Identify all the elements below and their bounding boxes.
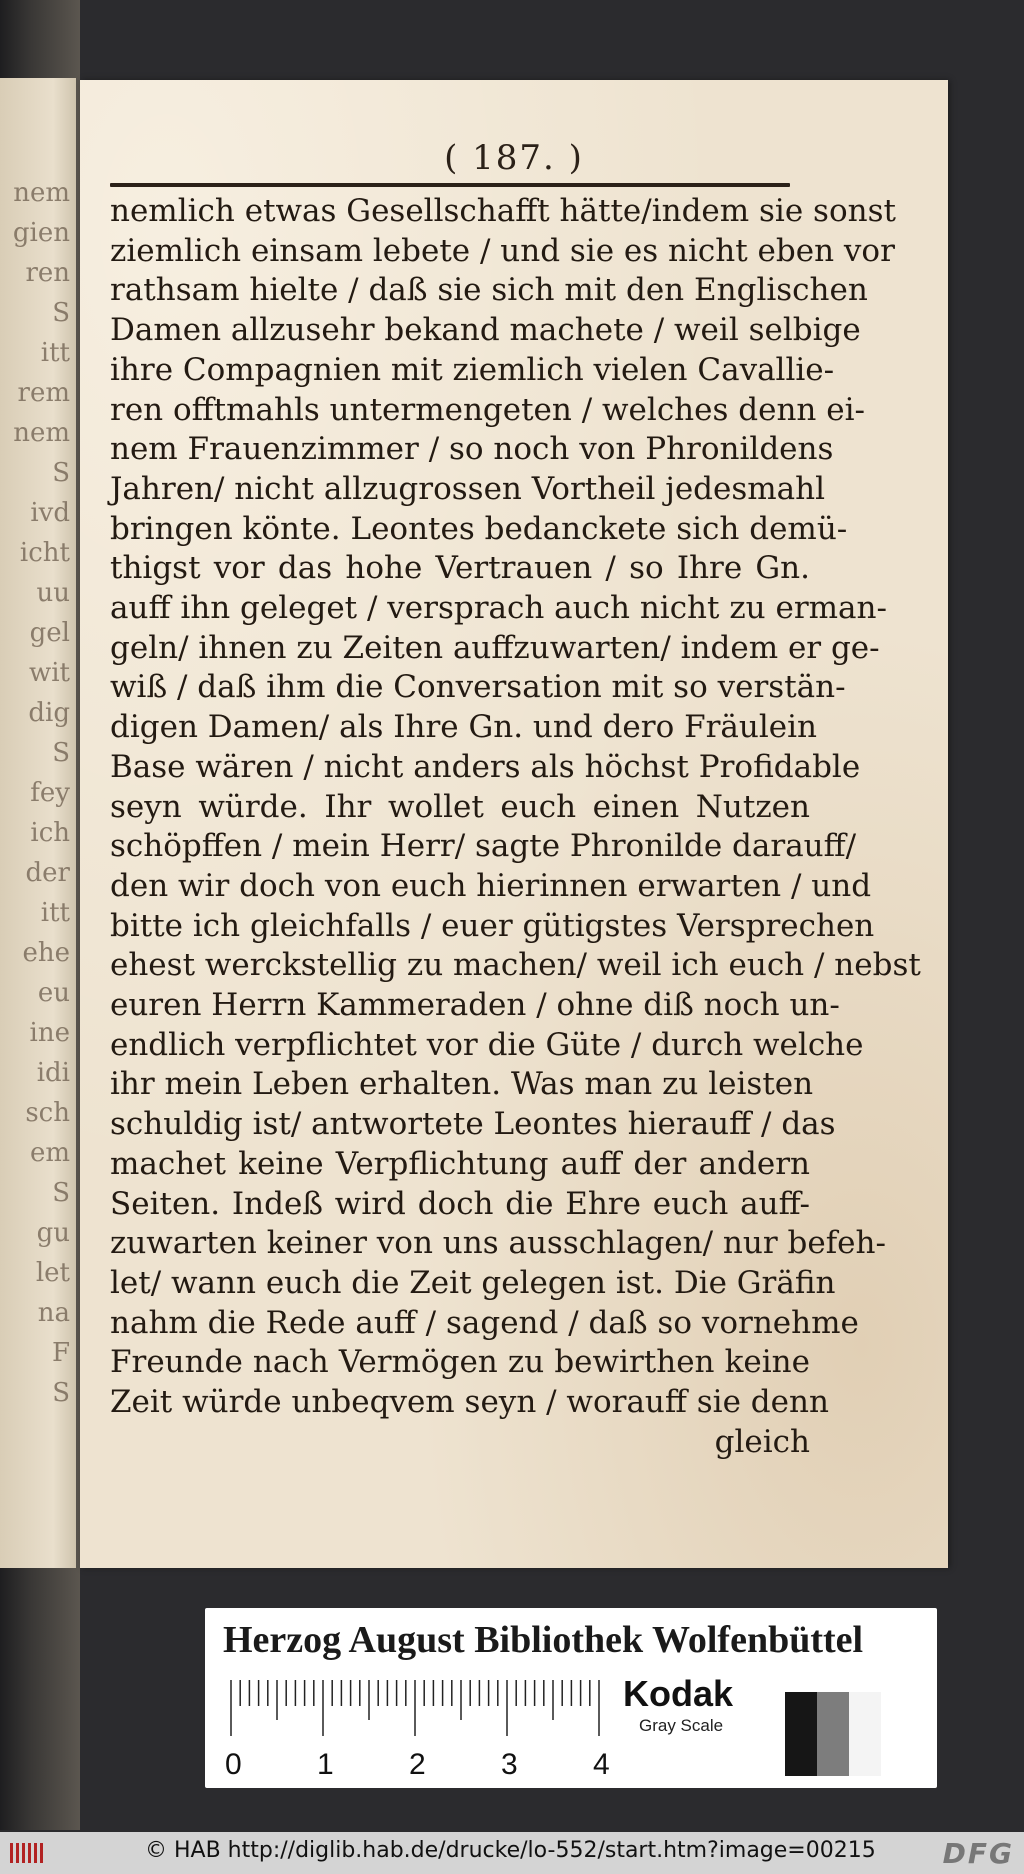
text-line: Jahren/ nicht allzugrossen Vortheil jedesmahl bbox=[110, 470, 826, 507]
text-line: geln/ ihnen zu Zeiten auffzuwarten/ indem er ge- bbox=[110, 629, 880, 666]
ghost-text: nem bbox=[13, 178, 70, 208]
gray-swatches bbox=[785, 1692, 881, 1776]
text-line: seyn würde. Ihr wollet euch einen Nutzen bbox=[110, 788, 810, 825]
ghost-text: F bbox=[51, 1338, 70, 1368]
text-line: ren offtmahls untermengeten / welches denn ei- bbox=[110, 391, 865, 428]
text-line: Zeit würde unbeqvem seyn / worauff sie denn bbox=[110, 1384, 829, 1421]
text-line: rathsam hielte / daß sie sich mit den Englischen bbox=[110, 272, 868, 309]
text-line: endlich verpflichtet vor die Güte / durch welche bbox=[110, 1026, 864, 1063]
text-line: bringen könte. Leontes bedanckete sich demü- bbox=[110, 510, 848, 547]
text-line: auff ihn geleget / versprach auch nicht zu erman- bbox=[110, 590, 887, 627]
kodak-logo: Kodak bbox=[623, 1673, 734, 1714]
text-line: nem Frauenzimmer / so noch von Phronildens bbox=[110, 431, 834, 468]
ghost-text: itt bbox=[40, 898, 70, 928]
swatch-gray bbox=[817, 1692, 849, 1776]
ghost-text: der bbox=[25, 858, 70, 888]
ruler-number: 0 bbox=[225, 1748, 242, 1781]
ghost-text: S bbox=[52, 458, 70, 488]
text-line: ihr mein Leben erhalten. Was man zu leisten bbox=[110, 1066, 814, 1103]
text-line: zuwarten keiner von uns ausschlagen/ nur befeh- bbox=[110, 1225, 886, 1262]
previous-page-edge bbox=[0, 78, 76, 1568]
ghost-text: wit bbox=[28, 658, 70, 688]
ruler-number: 3 bbox=[501, 1748, 518, 1781]
text-line: ihre Compagnien mit ziemlich vielen Cavallie- bbox=[110, 351, 835, 388]
text-line: thigst vor das hohe Vertrauen / so Ihre Gn. bbox=[110, 550, 810, 587]
page-text bbox=[110, 192, 921, 1463]
text-line: bitte ich gleichfalls / euer gütigstes Versprechen bbox=[110, 907, 875, 944]
ruler-number: 2 bbox=[409, 1748, 426, 1781]
kodak-label bbox=[623, 1673, 734, 1736]
header-rule bbox=[110, 183, 790, 187]
ghost-text: dig bbox=[28, 698, 70, 728]
ghost-text: nem bbox=[13, 418, 70, 448]
text-line: nahm die Rede auff / sagend / daß so vornehme bbox=[110, 1304, 859, 1341]
text-line: wiß / daß ihm die Conversation mit so verstän- bbox=[110, 669, 846, 706]
ghost-text: sch bbox=[25, 1098, 70, 1128]
text-line: digen Damen/ als Ihre Gn. und dero Fräulein bbox=[110, 709, 818, 746]
ghost-text: S bbox=[52, 1378, 70, 1408]
ghost-text: eu bbox=[37, 978, 70, 1008]
text-line: machet keine Verpflichtung auff der andern bbox=[110, 1145, 810, 1182]
ghost-text: let bbox=[35, 1258, 70, 1288]
ghost-text: gu bbox=[36, 1218, 70, 1248]
text-line: Freunde nach Vermögen zu bewirthen keine bbox=[110, 1344, 810, 1381]
text-line: schuldig ist/ antwortete Leontes hierauff / das bbox=[110, 1106, 836, 1143]
ghost-text: ine bbox=[29, 1018, 70, 1048]
text-line: den wir doch von euch hierinnen erwarten / und bbox=[110, 867, 872, 904]
ghost-text: icht bbox=[19, 538, 70, 568]
page-number: ( 187. ) bbox=[444, 138, 584, 178]
gray-scale-label: Gray Scale bbox=[639, 1716, 724, 1735]
ghost-text: S bbox=[52, 298, 70, 328]
ghost-text: gien bbox=[12, 218, 70, 248]
swatch-white bbox=[849, 1692, 881, 1776]
scale-ruler bbox=[225, 1676, 610, 1784]
color-target-card bbox=[205, 1608, 937, 1788]
ghost-text: ehe bbox=[22, 938, 70, 968]
ghost-text: ivd bbox=[30, 498, 70, 528]
swatch-black bbox=[785, 1692, 817, 1776]
ghost-text: uu bbox=[36, 578, 70, 608]
ghost-text: rem bbox=[17, 378, 70, 408]
ghost-text: idi bbox=[36, 1058, 70, 1088]
text-line: Base wären / nicht anders als höchst Profidable bbox=[110, 748, 861, 785]
text-line: euren Herrn Kammeraden / ohne diß noch un- bbox=[110, 987, 840, 1024]
ghost-text: S bbox=[52, 738, 70, 768]
text-line: schöpffen / mein Herr/ sagte Phronilde darauff/ bbox=[110, 828, 857, 865]
text-line: ziemlich einsam lebete / und sie es nicht eben vor bbox=[110, 232, 895, 269]
text-line: Damen allzusehr bekand machete / weil selbige bbox=[110, 312, 861, 349]
ghost-text: itt bbox=[40, 338, 70, 368]
text-line: nemlich etwas Gesellschafft hätte/indem sie sonst bbox=[110, 193, 896, 229]
ghost-text: ich bbox=[30, 818, 70, 848]
ghost-text: gel bbox=[29, 618, 70, 648]
book-page bbox=[80, 80, 948, 1568]
ghost-text: na bbox=[37, 1298, 70, 1328]
text-line: gleich bbox=[714, 1423, 810, 1460]
ghost-text: S bbox=[52, 1178, 70, 1208]
text-line: let/ wann euch die Zeit gelegen ist. Die Gräfin bbox=[110, 1264, 836, 1301]
library-title: Herzog August Bibliothek Wolfenbüttel bbox=[223, 1619, 864, 1661]
text-line: ehest werckstellig zu machen/ weil ich euch / nebst bbox=[110, 947, 921, 984]
ghost-text: fey bbox=[30, 778, 70, 808]
hab-logo-icon bbox=[8, 1840, 46, 1866]
ghost-text: em bbox=[29, 1138, 70, 1168]
ruler-number: 4 bbox=[593, 1748, 610, 1781]
ghost-text: ren bbox=[25, 258, 70, 288]
dfg-logo: DFG bbox=[942, 1837, 1014, 1870]
source-link[interactable]: © HAB http://diglib.hab.de/drucke/lo-552/start.htm?image=00215 bbox=[145, 1838, 876, 1863]
footer-bar bbox=[0, 1832, 1024, 1874]
ruler-number: 1 bbox=[317, 1748, 334, 1781]
text-line: Seiten. Indeß wird doch die Ehre euch auff- bbox=[110, 1185, 810, 1222]
